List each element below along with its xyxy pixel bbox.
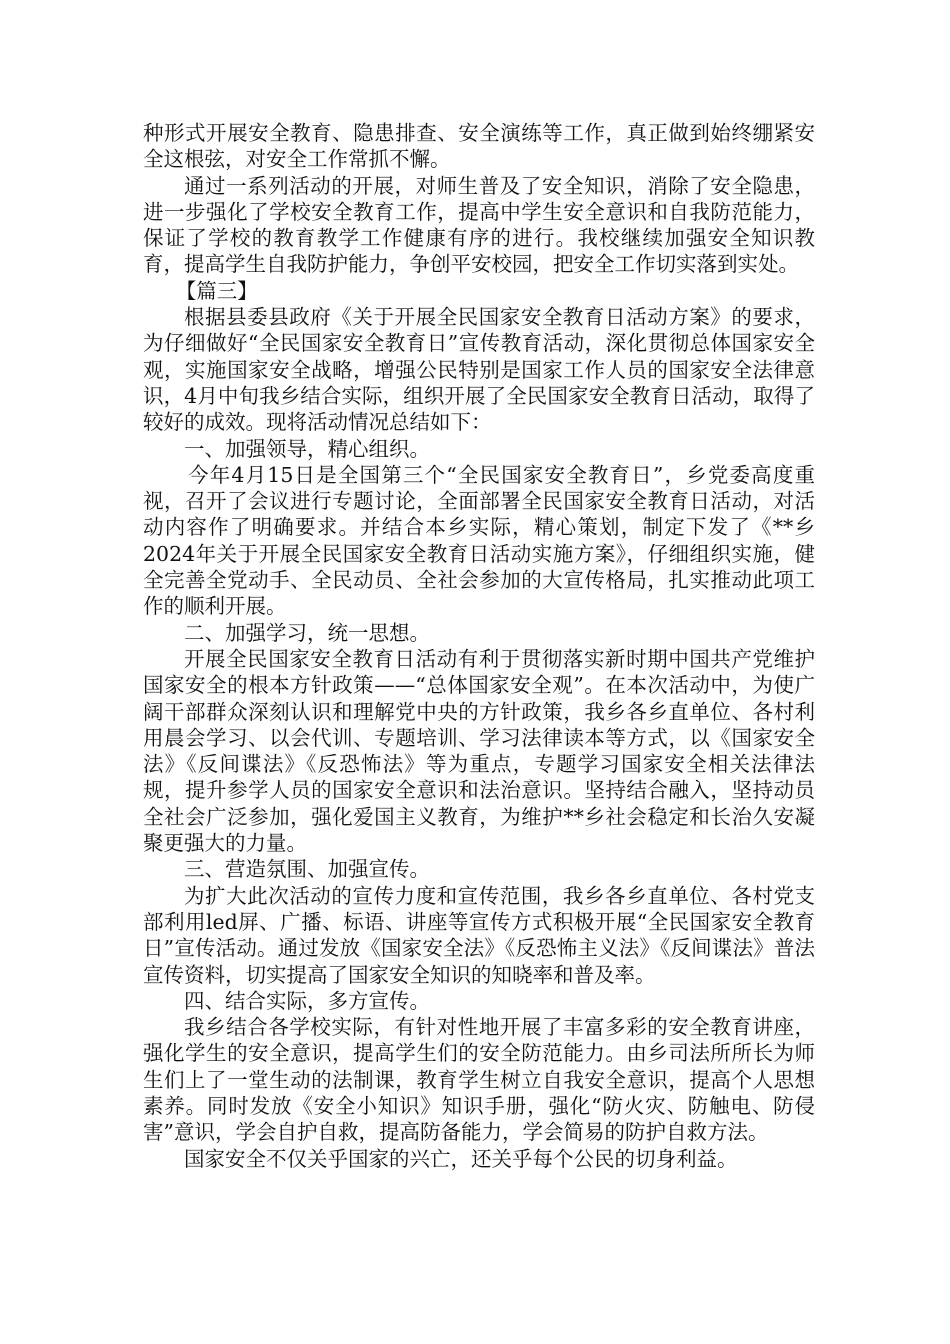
paragraph-two: 开展全民国家安全教育日活动有利于贯彻落实新时期中国共产党维护国家安全的根本方针政策——“总体国家安全观”。在本次活动中，为使广阔干部群众深刻认识和理解党中央的方针政策，我乡各乡直单位、各村利用晨会学习、以会代训、专题培训、学习法律读本等方式，以《国家安全法》《反间谍法》《反恐怖法》等为重点，专题学习国家安全相关法律法规，提升参学人员的国家安全意识和法治意识。坚持结合融入，坚持动员全社会广泛参加，强化爱国主义教育，为维护**乡社会稳定和长治久安凝聚更强大的力量。 [143, 646, 815, 856]
subheading-four: 四、结合实际，多方宣传。 [184, 988, 430, 1013]
paragraph-closing: 国家安全不仅关乎国家的兴亡，还关乎每个公民的切身利益。 [184, 1146, 738, 1171]
paragraph-intro: 根据县委县政府《关于开展全民国家安全教育日活动方案》的要求，为仔细做好“全民国家安全教育日”宣传教育活动，深化贯彻总体国家安全观，实施国家安全战略，增强公民特别是国家工作人员的国家安全法律意识，4月中旬我乡结合实际，组织开展了全民国家安全教育日活动，取得了较好的成效。现将活动情况总结如下： [143, 305, 815, 435]
subheading-two: 二、加强学习，统一思想。 [184, 620, 430, 645]
section-heading-part-three: 【篇三】 [175, 278, 258, 303]
subheading-three: 三、营造氛围、加强宣传。 [184, 857, 430, 882]
paragraph-four: 我乡结合各学校实际，有针对性地开展了丰富多彩的安全教育讲座，强化学生的安全意识，提高学生们的安全防范能力。由乡司法所所长为师生们上了一堂生动的法制课，教育学生树立自我安全意识，提高个人思想素养。同时发放《安全小知识》知识手册，强化“防火灾、防触电、防侵害”意识，学会自护自救，提高防备能力，学会简易的防护自救方法。 [143, 1015, 815, 1145]
document-body [143, 120, 815, 1172]
paragraph-one: 今年4月15日是全国第三个“全民国家安全教育日”，乡党委高度重视，召开了会议进行专题讨论，全面部署全民国家安全教育日活动，对活动内容作了明确要求。并结合本乡实际，精心策划，制定下发了《**乡2024年关于开展全民国家安全教育日活动实施方案》，仔细组织实施，健全完善全党动手、全民动员、全社会参加的大宣传格局，扎实推动此项工作的顺利开展。 [143, 462, 815, 619]
paragraph-summary: 通过一系列活动的开展，对师生普及了安全知识，消除了安全隐患，进一步强化了学校安全教育工作，提高中学生安全意识和自我防范能力，保证了学校的教育教学工作健康有序的进行。我校继续加强安全知识教育，提高学生自我防护能力，争创平安校园，把安全工作切实落到实处。 [143, 173, 815, 277]
subheading-one: 一、加强领导，精心组织。 [184, 436, 430, 461]
paragraph-continuation: 种形式开展安全教育、隐患排查、安全演练等工作，真正做到始终绷紧安全这根弦，对安全工作常抓不懈。 [143, 121, 815, 172]
paragraph-three: 为扩大此次活动的宣传力度和宣传范围，我乡各乡直单位、各村党支部利用led屏、广播、标语、讲座等宣传方式积极开展“全民国家安全教育日”宣传活动。通过发放《国家安全法》《反恐怖主义法》《反间谍法》普法宣传资料，切实提高了国家安全知识的知晓率和普及率。 [143, 883, 815, 987]
